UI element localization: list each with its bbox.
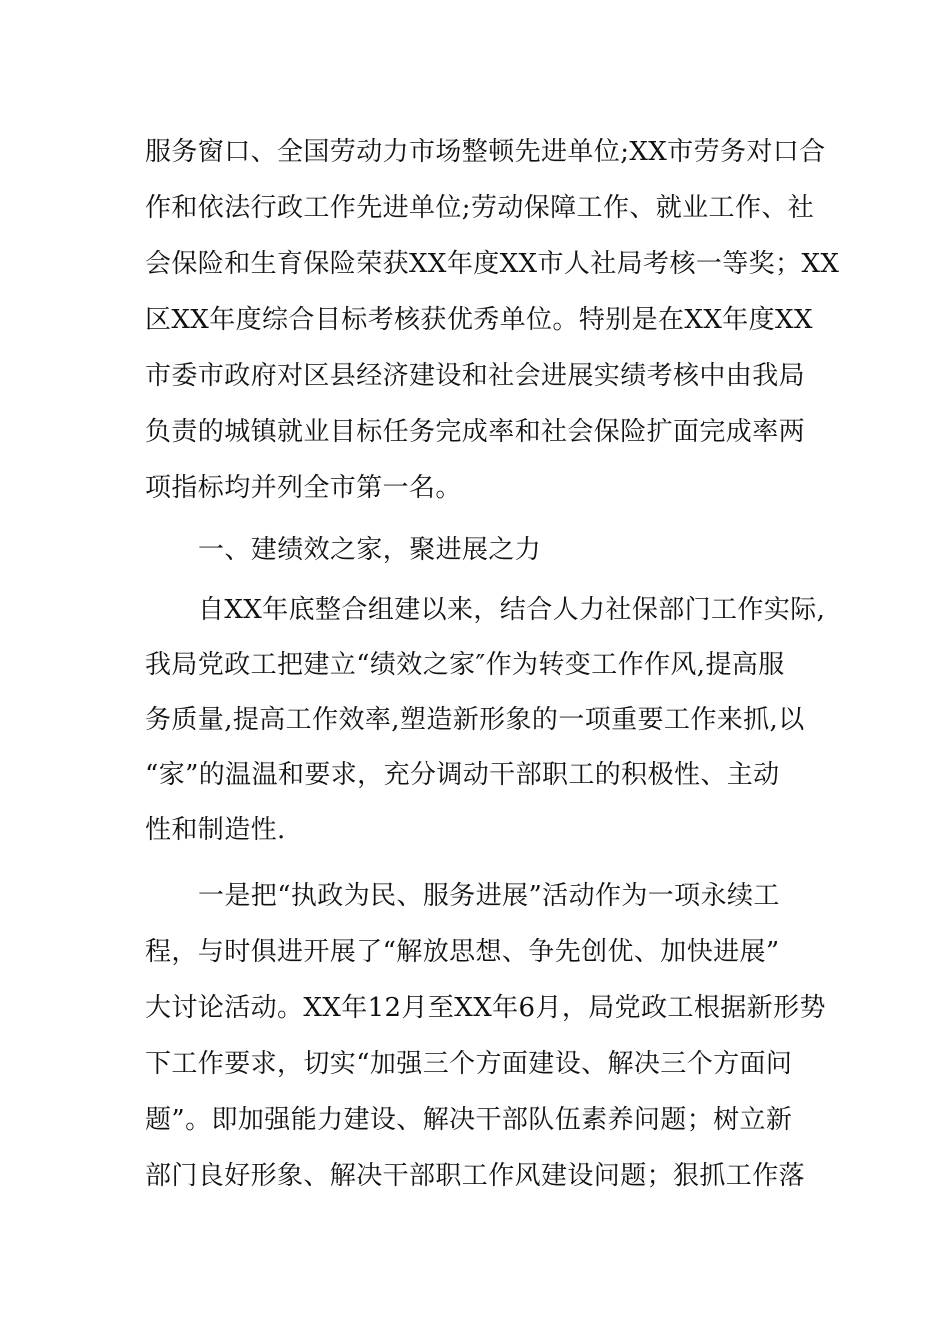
text-line: 负责的城镇就业目标任务完成率和社会保险扩面完成率两 xyxy=(145,417,806,447)
text-line: 我局党政工把建立“绩效之家″作为转变工作作风,提高服 xyxy=(145,650,785,680)
text-line: 区XX年度综合目标考核获优秀单位。特别是在XX年度XX xyxy=(145,305,813,335)
text-line: 一是把“执政为民、服务进展”活动作为一项永续工 xyxy=(198,881,780,911)
text-line: 部门良好形象、解决干部职工作风建设问题；狠抓工作落 xyxy=(145,1161,806,1191)
text-line: 会保险和生育保险荣获XX年度XX市人社局考核一等奖；XX xyxy=(145,249,840,279)
text-line: 题”。即加强能力建设、解决干部队伍素养问题；树立新 xyxy=(145,1105,793,1135)
text-line: 程，与时俱进开展了“解放思想、争先创优、加快进展” xyxy=(145,937,780,967)
text-line: 大讨论活动。XX年12月至XX年6月，局党政工根据新形势 xyxy=(145,993,826,1023)
text-line: 项指标均并列全市第一名。 xyxy=(145,473,462,503)
text-line: 作和依法行政工作先进单位;劳动保障工作、就业工作、社 xyxy=(145,193,815,223)
text-line: “家”的温温和要求，充分调动干部职工的积极性、主动 xyxy=(145,760,780,790)
text-line: 自XX年底整合组建以来，结合人力社保部门工作实际, xyxy=(198,595,826,625)
text-line: 务质量,提高工作效率,塑造新形象的一项重要工作来抓,以 xyxy=(145,705,805,735)
text-line: 下工作要求，切实“加强三个方面建设、解决三个方面问 xyxy=(145,1049,793,1079)
text-line: 服务窗口、全国劳动力市场整顿先进单位;XX市劳务对口合 xyxy=(145,137,826,167)
text-line: 市委市政府对区县经济建设和社会进展实绩考核中由我局 xyxy=(145,361,806,391)
text-line: 性和制造性. xyxy=(145,815,286,845)
section-heading: 一、建绩效之家，聚进展之力 xyxy=(198,535,542,565)
